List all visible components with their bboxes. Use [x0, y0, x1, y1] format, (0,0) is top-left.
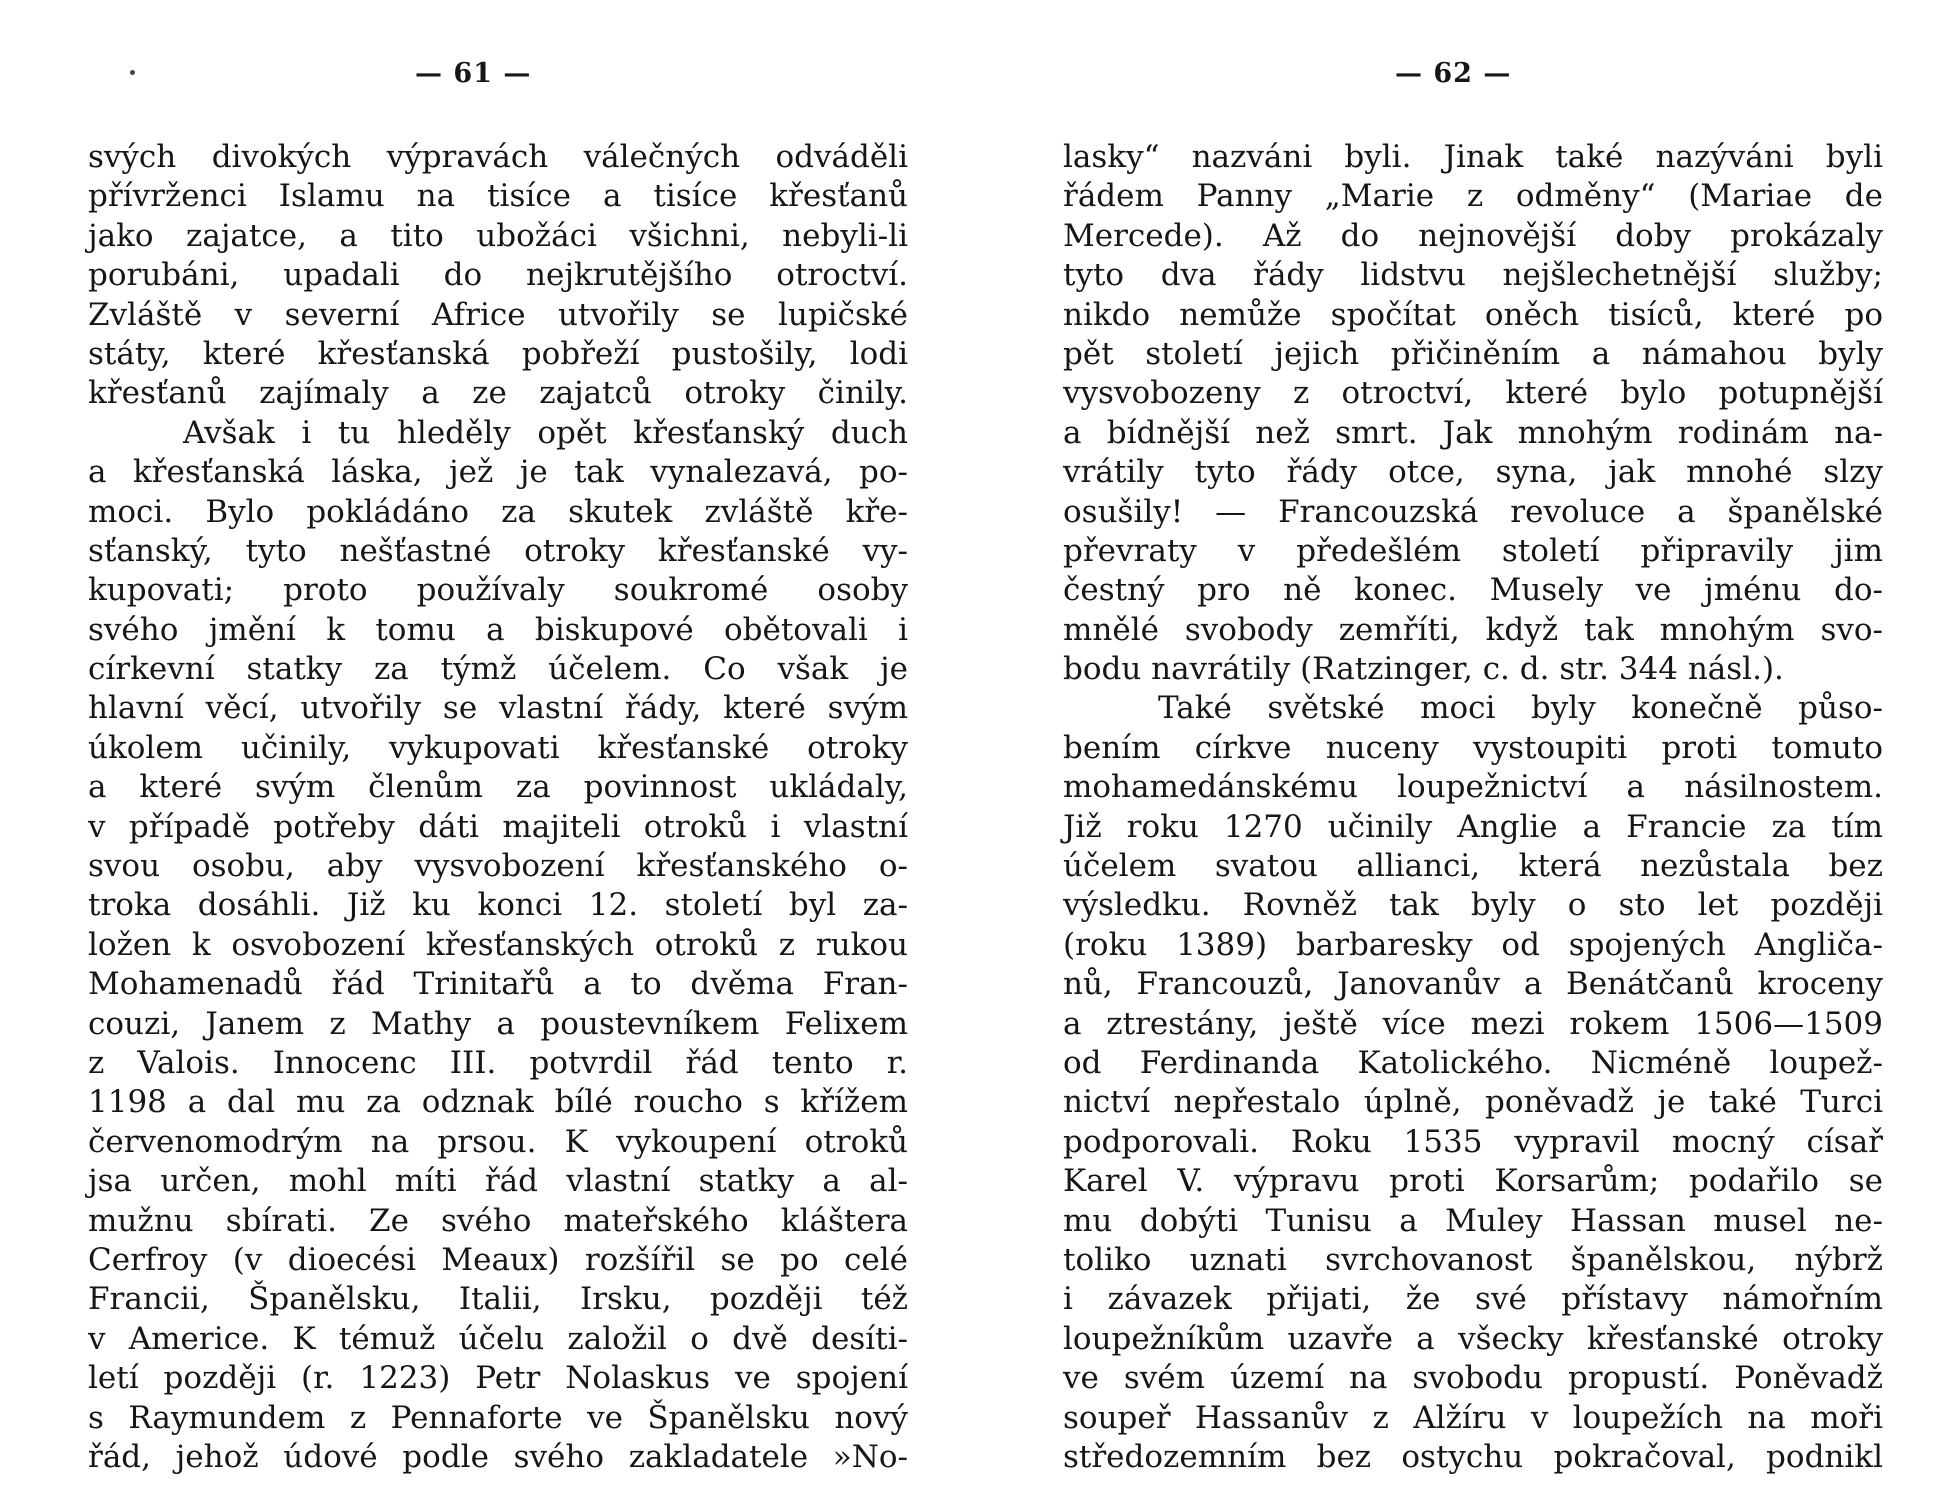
text-line: z Valois. Innocenc III. potvrdil řád tento r.: [88, 1044, 908, 1081]
text-line: svých divokých výpravách válečných odváděli: [88, 139, 908, 175]
text-line: Avšak i tu hleděly opět křesťanský duch: [183, 414, 908, 451]
text-line: 1198 a dal mu za odznak bílé roucho s křížem: [88, 1084, 908, 1121]
text-line: vrátily tyto řády otce, syna, jak mnohé slzy: [1063, 454, 1883, 491]
text-line: troka dosáhli. Již ku konci 12. století byl za-: [88, 887, 908, 924]
text-line: ložen k osvobození křesťanských otroků z rukou: [88, 926, 908, 963]
text-line: jsa určen, mohl míti řád vlastní statky a al-: [88, 1163, 908, 1200]
text-line: Mercede). Až do nejnovější doby prokázaly: [1063, 217, 1883, 254]
text-line: bodu navrátily (Ratzinger, c. d. str. 344 násl.).: [1063, 651, 1784, 688]
text-line: lasky“ nazváni byli. Jinak také nazýváni byli: [1063, 139, 1883, 175]
text-line: vysvobozeny z otroctví, které bylo potupnější: [1063, 375, 1883, 412]
text-line: čestný pro ně konec. Musely ve jménu do-: [1063, 572, 1883, 609]
text-line: úkolem učinily, vykupovati křesťanské otroky: [88, 729, 908, 766]
text-line: pět století jejich přičiněním a námahou byly: [1063, 335, 1883, 372]
text-line: Francii, Španělsku, Italii, Irsku, později též: [88, 1281, 908, 1318]
body-text: [1063, 138, 1883, 1477]
text-line: v Americe. K témuž účelu založil o dvě desíti-: [88, 1320, 908, 1357]
text-line: mu dobýti Tunisu a Muley Hassan musel ne-: [1063, 1202, 1883, 1239]
text-line: (roku 1389) barbaresky od spojených Angliča-: [1063, 926, 1883, 963]
text-line: Mohamenadů řád Trinitařů a to dvěma Fran-: [88, 966, 908, 1003]
text-line: loupežníkům uzavře a všecky křesťanské otroky: [1063, 1320, 1883, 1357]
text-line: nů, Francouzů, Janovanův a Benátčanů kroceny: [1063, 966, 1883, 1003]
text-line: osušily! — Francouzská revoluce a španělské: [1063, 493, 1883, 530]
text-line: církevní statky za týmž účelem. Co však je: [88, 651, 908, 688]
text-line: mohamedánskému loupežnictví a násilnostem.: [1063, 769, 1883, 806]
page-number: — 62 —: [1395, 58, 1512, 89]
text-line: nikdo nemůže spočítat oněch tisíců, které po: [1063, 296, 1883, 333]
text-line: mnělé svobody zemříti, když tak mnohým svo-: [1063, 611, 1883, 648]
text-line: i závazek přijati, že své přístavy námořním: [1063, 1281, 1883, 1318]
text-line: a ztrestány, ještě více mezi rokem 1506—1509: [1063, 1005, 1883, 1042]
text-line: a které svým členům za povinnost ukládaly,: [88, 769, 908, 806]
body-text: [88, 138, 908, 1477]
text-line: a bídnější než smrt. Jak mnohým rodinám na-: [1063, 414, 1883, 451]
text-line: bením církve nuceny vystoupiti proti tomuto: [1063, 729, 1883, 766]
text-line: svou osobu, aby vysvobození křesťanského o-: [88, 848, 908, 885]
ink-speck: [130, 70, 135, 75]
text-line: od Ferdinanda Katolického. Nicméně loupež-: [1063, 1044, 1883, 1081]
text-line: couzi, Janem z Mathy a poustevníkem Felixem: [88, 1005, 908, 1042]
text-line: křesťanů zajímaly a ze zajatců otroky činily.: [88, 375, 908, 412]
text-line: jako zajatce, a tito ubožáci všichni, nebyli-li: [88, 217, 908, 254]
text-line: letí později (r. 1223) Petr Nolaskus ve spojení: [88, 1360, 908, 1397]
text-line: svého jmění k tomu a biskupové obětovali i: [88, 611, 908, 648]
text-line: porubáni, upadali do nejkrutějšího otroctví.: [88, 257, 908, 294]
text-line: a křesťanská láska, jež je tak vynalezavá, po-: [88, 454, 908, 491]
text-line: převraty v předešlém století připravily jim: [1063, 532, 1883, 569]
text-line: výsledku. Rovněž tak byly o sto let později: [1063, 887, 1883, 924]
text-line: soupeř Hassanův z Alžíru v loupežích na moři: [1063, 1399, 1883, 1436]
text-line: státy, které křesťanská pobřeží pustošily, lodi: [88, 335, 908, 372]
text-line: Také světské moci byly konečně půso-: [1158, 690, 1883, 727]
text-line: tyto dva řády lidstvu nejšlechetnější služby;: [1063, 257, 1883, 294]
text-line: řádem Panny „Marie z odměny“ (Mariae de: [1063, 178, 1883, 215]
text-line: v případě potřeby dáti majiteli otroků i vlastní: [88, 808, 908, 845]
text-line: podporovali. Roku 1535 vypravil mocný císař: [1063, 1123, 1883, 1160]
text-line: řád, jehož údové podle svého zakladatele »No-: [88, 1438, 908, 1475]
text-line: nictví nepřestalo úplně, poněvadž je také Turci: [1063, 1084, 1883, 1121]
text-line: Zvláště v severní Africe utvořily se lupičské: [88, 296, 908, 333]
text-line: sťanský, tyto nešťastné otroky křesťanské vy-: [88, 532, 908, 569]
text-line: ve svém území na svobodu propustí. Poněvadž: [1063, 1360, 1883, 1397]
text-line: kupovati; proto používaly soukromé osoby: [88, 572, 908, 609]
page-number: — 61 —: [415, 58, 532, 89]
text-line: Cerfroy (v dioecési Meaux) rozšířil se po celé: [88, 1241, 908, 1278]
text-line: účelem svatou allianci, která nezůstala bez: [1063, 848, 1883, 885]
text-line: středozemním bez ostychu pokračoval, podnikl: [1063, 1438, 1883, 1475]
right-page: [975, 0, 1950, 1500]
text-line: moci. Bylo pokládáno za skutek zvláště kře-: [88, 493, 908, 530]
text-line: toliko uznati svrchovanost španělskou, nýbrž: [1063, 1241, 1883, 1278]
text-line: Již roku 1270 učinily Anglie a Francie za tím: [1063, 808, 1883, 845]
text-line: hlavní věcí, utvořily se vlastní řády, které svým: [88, 690, 908, 727]
text-line: mužnu sbírati. Ze svého mateřského kláštera: [88, 1202, 908, 1239]
text-line: přívrženci Islamu na tisíce a tisíce křesťanů: [88, 178, 908, 215]
text-line: s Raymundem z Pennaforte ve Španělsku nový: [88, 1399, 908, 1436]
text-line: červenomodrým na prsou. K vykoupení otroků: [88, 1123, 908, 1160]
text-line: Karel V. výpravu proti Korsarům; podařilo se: [1063, 1163, 1883, 1200]
